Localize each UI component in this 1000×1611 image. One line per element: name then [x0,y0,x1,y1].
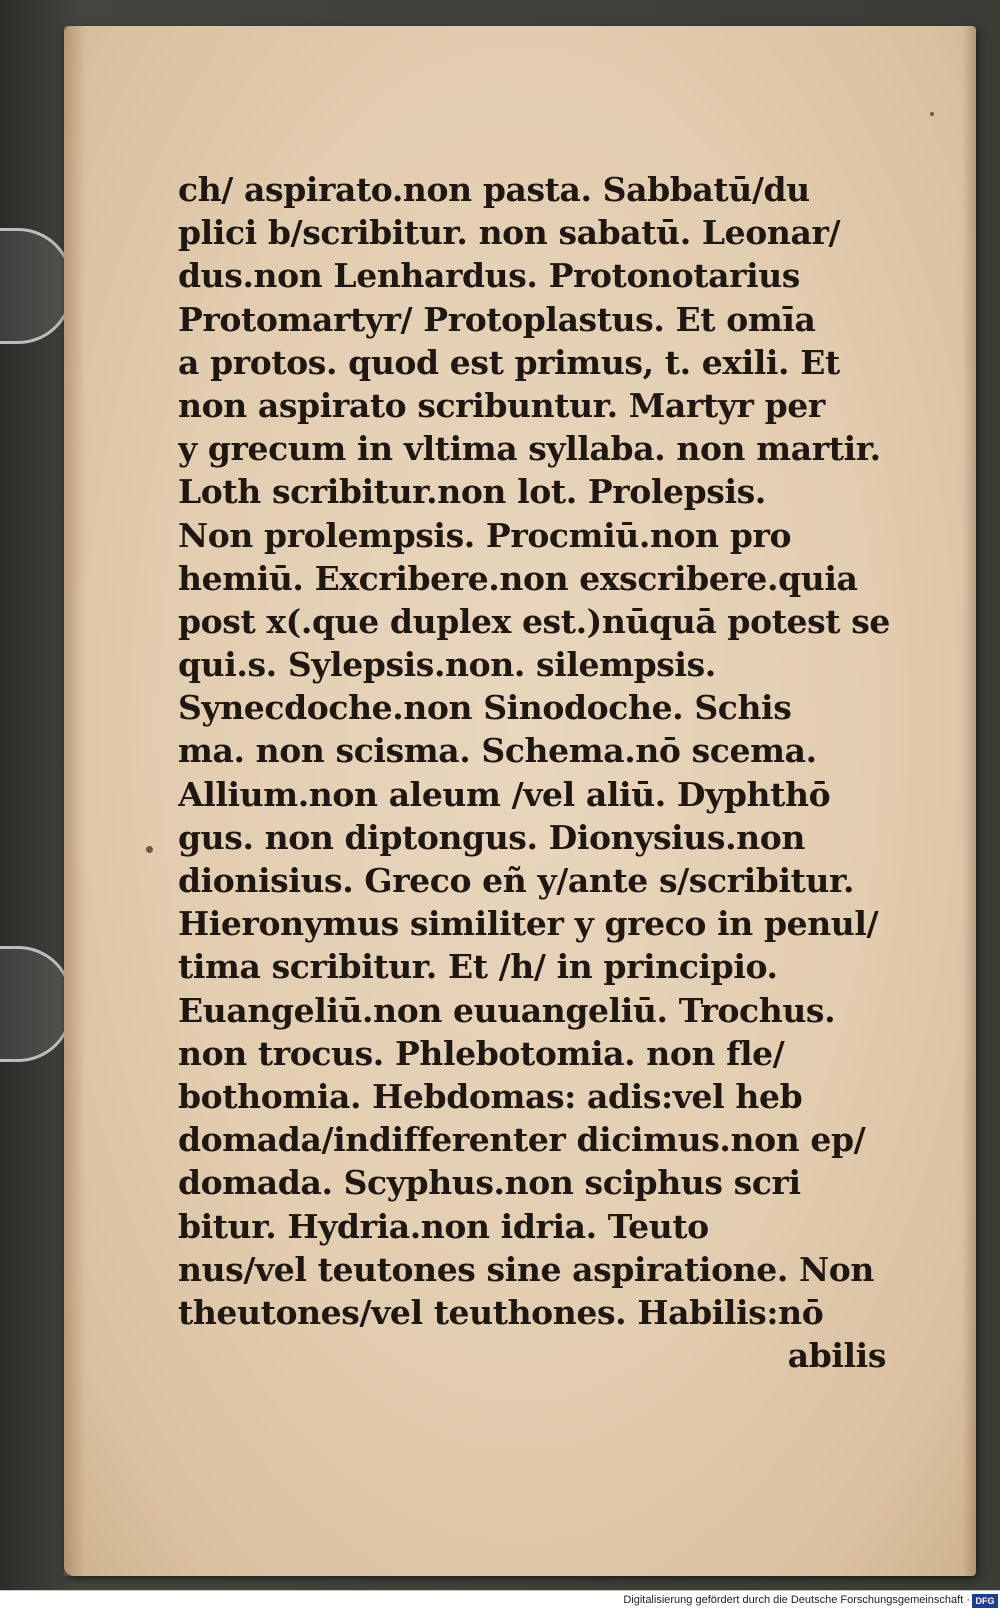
ink-spot [146,846,153,853]
footer-bar [0,1590,1000,1611]
text-line: theutones/vel teuthones. Habilis:nō [178,1292,824,1332]
text-line: nus/vel teutones sine aspiratione. Non [178,1249,875,1289]
text-line: Loth scribitur.non lot. Prolepsis. [178,472,766,512]
ink-spot [930,112,934,116]
text-line: domada/indifferenter dicimus.non ep/ [178,1120,866,1160]
text-line: ch/ aspirato.non pasta. Sabbatū/du [178,170,810,209]
text-line: Allium.non aleum /vel aliū. Dyphthō [178,774,831,814]
text-line: bitur. Hydria.non idria. Teuto [178,1206,709,1246]
text-line: non trocus. Phlebotomia. non fle/ [178,1033,785,1073]
text-line: Non prolempsis. Procmiū.non pro [178,515,792,555]
text-line: y grecum in vltima syllaba. non martir. [178,429,881,469]
text-line: Synecdoche.non Sinodoche. Schis [178,688,792,728]
text-line: gus. non diptongus. Dionysius.non [178,817,805,857]
text-line: hemiū. Excribere.non exscribere.quia [178,558,858,598]
text-line: Euangeliū.non euuangeliū. Trochus. [178,990,836,1030]
page-gutter-shadow [64,26,86,1576]
text-line: domada. Scyphus.non sciphus scri [178,1163,801,1203]
blackletter-text-block [178,168,918,1377]
text-line: Hieronymus similiter y greco in penul/ [178,904,879,944]
text-line: post x(.que duplex est.)nūquā potest se [178,601,891,641]
text-line: a protos. quod est primus, t. exili. Et [178,342,840,382]
text-line: non aspirato scribuntur. Martyr per [178,385,825,425]
catchword: abilis [787,1336,886,1376]
text-line: dus.non Lenhardus. Protonotarius [178,256,800,296]
text-line: Protomartyr/ Protoplastus. Et omīa [178,299,816,339]
funding-credit: Digitalisierung gefördert durch die Deutsche Forschungsgemeinschaft · [623,1594,970,1606]
text-line: tima scribitur. Et /h/ in principio. [178,947,778,987]
text-line: dionisius. Greco eñ y/ante s/scribitur. [178,861,855,900]
dfg-logo: DFG [972,1594,998,1608]
text-line: bothomia. Hebdomas: adis:vel heb [178,1076,803,1116]
text-line: plici b/scribitur. non sabatū. Leonar/ [178,213,841,253]
text-line: qui.s. Sylepsis.non. silempsis. [178,645,716,685]
text-line: ma. non scisma. Schema.nō scema. [178,731,817,771]
page-edge [962,26,976,1576]
